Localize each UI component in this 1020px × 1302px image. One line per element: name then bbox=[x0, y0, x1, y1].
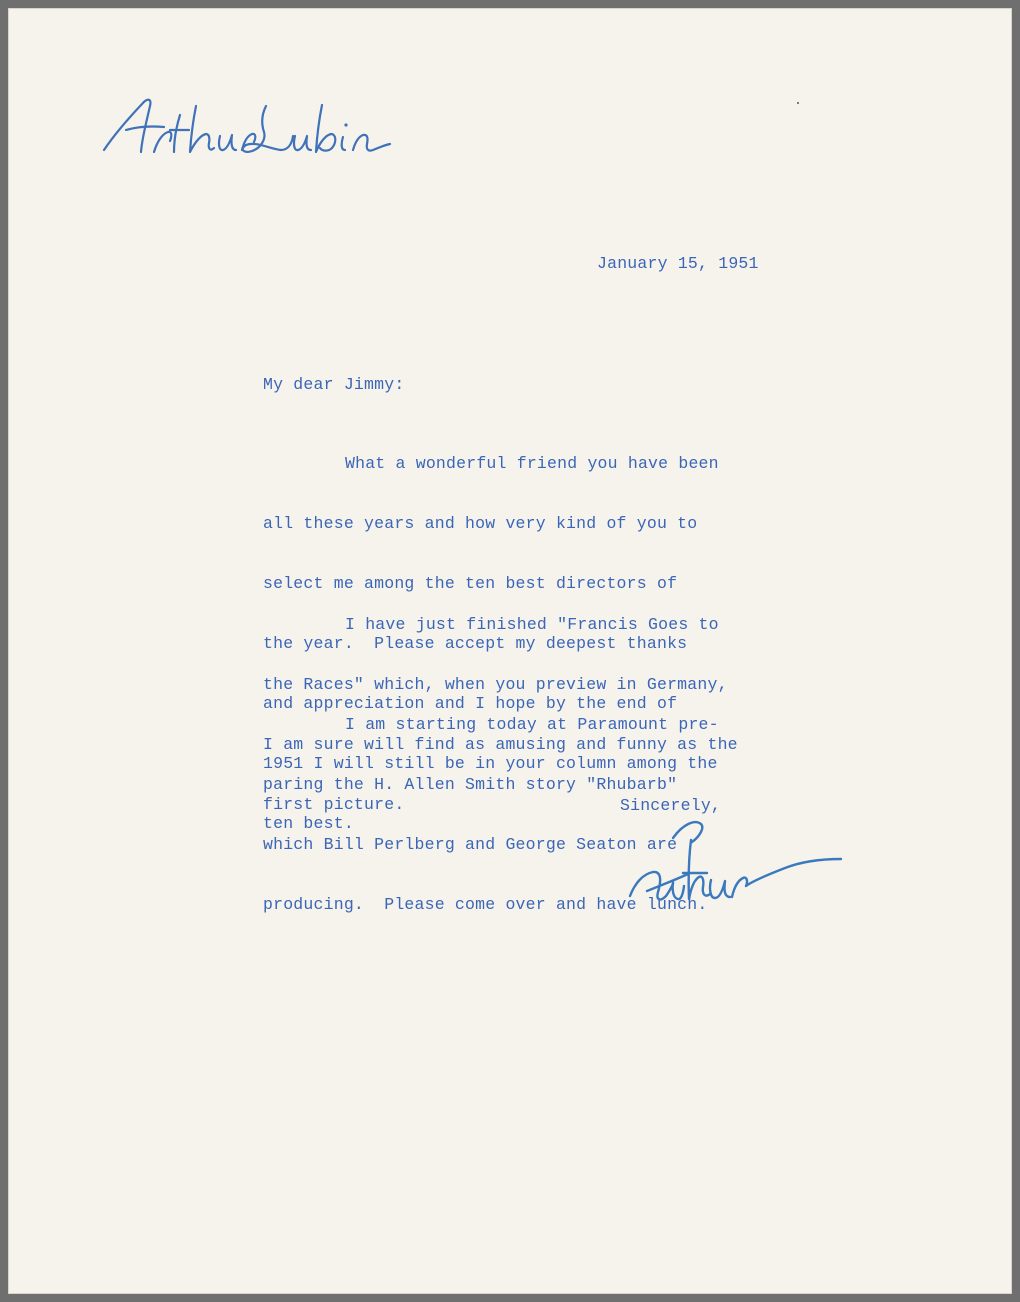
paragraph-line: I have just finished "Francis Goes to bbox=[345, 615, 719, 634]
salutation: My dear Jimmy: bbox=[263, 375, 405, 394]
paragraph-line: ten best. bbox=[263, 814, 354, 833]
paragraph-line: the Races" which, when you preview in Germany, bbox=[263, 675, 728, 694]
paragraph-line: which Bill Perlberg and George Seaton are bbox=[263, 835, 678, 854]
paragraph-line: and appreciation and I hope by the end of bbox=[263, 694, 678, 713]
paragraph-line: I am starting today at Paramount pre- bbox=[345, 715, 719, 734]
letter-page bbox=[8, 8, 1012, 1294]
paragraph-line: select me among the ten best directors of bbox=[263, 574, 678, 593]
closing: Sincerely, bbox=[620, 796, 722, 815]
paragraph-line: What a wonderful friend you have been bbox=[345, 454, 719, 473]
letterhead-logo bbox=[92, 86, 402, 176]
paragraph-line: 1951 I will still be in your column among the bbox=[263, 754, 718, 773]
paragraph-line: the year. Please accept my deepest thanks bbox=[263, 634, 688, 653]
paragraph-line: I am sure will find as amusing and funny as the bbox=[263, 735, 738, 754]
paragraph-line: first picture. bbox=[263, 795, 405, 814]
paragraph-line: all these years and how very kind of you to bbox=[263, 514, 698, 533]
letterhead-script-name bbox=[92, 86, 402, 176]
paragraph-line: producing. Please come over and have lunch. bbox=[263, 895, 708, 914]
signature-ink bbox=[625, 814, 850, 919]
handwritten-signature bbox=[625, 814, 850, 919]
paragraph-line: paring the H. Allen Smith story "Rhubarb" bbox=[263, 775, 678, 794]
paper-speck bbox=[797, 102, 799, 104]
letter-date: January 15, 1951 bbox=[597, 254, 759, 273]
